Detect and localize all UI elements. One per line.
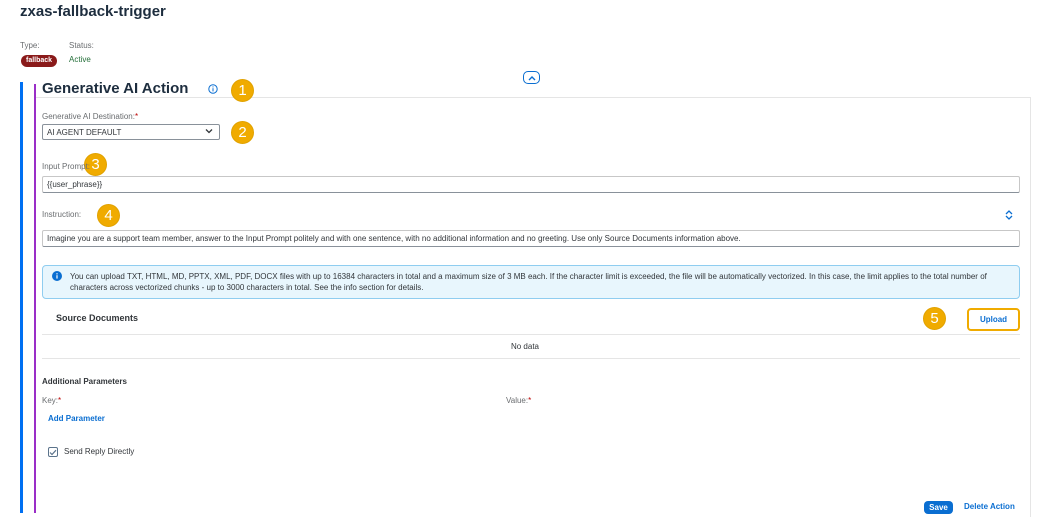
section-title: Generative AI Action xyxy=(42,80,189,97)
callout-5: 5 xyxy=(923,307,946,330)
destination-label-text: Generative AI Destination: xyxy=(42,112,135,121)
destination-value: AI AGENT DEFAULT xyxy=(47,128,122,137)
status-label: Status: xyxy=(69,41,94,50)
delete-action-link[interactable]: Delete Action xyxy=(964,502,1015,511)
key-label xyxy=(42,396,61,405)
callout-3: 3 xyxy=(84,153,107,176)
callout-4: 4 xyxy=(97,204,120,227)
info-circle-icon xyxy=(52,271,62,281)
no-data-text: No data xyxy=(510,342,540,351)
input-prompt-value: {{user_phrase}} xyxy=(47,180,103,189)
info-message-text: You can upload TXT, HTML, MD, PPTX, XML, PDF, DOCX files with up to 16384 characters in total and a maximum size of 3 MB each. If the character limit is exceeded, the file will be automatically vectorized. In this case, the limit applies to the total number of characters across vectorized chunks - up to 3000 characters in total. See the info section for details. xyxy=(70,272,987,292)
source-table-header-divider xyxy=(42,334,1020,335)
type-badge: fallback xyxy=(21,55,57,67)
instruction-label: Instruction: xyxy=(42,210,82,219)
upload-button[interactable]: Upload xyxy=(967,308,1020,331)
instruction-value: Imagine you are a support team member, answer to the Input Prompt politely and with one sentence, with no additional information and no greeting. Use only Source Documents information above. xyxy=(47,234,741,243)
required-mark: * xyxy=(528,396,532,405)
value-label-text: Value: xyxy=(506,396,529,405)
required-mark: * xyxy=(134,112,139,121)
destination-select[interactable] xyxy=(42,124,220,140)
info-message xyxy=(42,265,1020,299)
send-reply-label: Send Reply Directly xyxy=(64,447,135,456)
source-documents-title: Source Documents xyxy=(56,313,139,323)
value-label xyxy=(506,396,531,405)
info-circle-icon[interactable] xyxy=(208,84,218,94)
callout-1: 1 xyxy=(231,79,254,102)
page-title: zxas-fallback-trigger xyxy=(20,3,166,20)
required-mark: * xyxy=(58,396,62,405)
save-button[interactable]: Save xyxy=(924,501,953,514)
additional-parameters-title: Additional Parameters xyxy=(42,377,127,386)
status-value: Active xyxy=(69,55,91,64)
destination-label xyxy=(42,112,138,121)
type-label: Type: xyxy=(20,41,40,50)
chevron-up-icon xyxy=(528,75,536,81)
add-parameter-link[interactable]: Add Parameter xyxy=(48,414,105,423)
send-reply-checkbox[interactable] xyxy=(48,447,58,457)
instruction-field[interactable] xyxy=(42,230,1020,247)
key-label-text: Key: xyxy=(42,396,59,405)
expand-icon[interactable] xyxy=(1005,210,1013,220)
collapse-button[interactable] xyxy=(523,71,540,84)
action-card xyxy=(36,97,1031,517)
source-table-bottom-divider xyxy=(42,358,1020,359)
chevron-down-icon xyxy=(205,128,213,134)
input-prompt-field[interactable] xyxy=(42,176,1020,193)
check-icon xyxy=(49,449,57,456)
input-prompt-label: Input Prompt: xyxy=(42,162,91,171)
left-accent-bar xyxy=(20,82,23,513)
callout-2: 2 xyxy=(231,121,254,144)
card-top-divider xyxy=(36,97,1031,98)
